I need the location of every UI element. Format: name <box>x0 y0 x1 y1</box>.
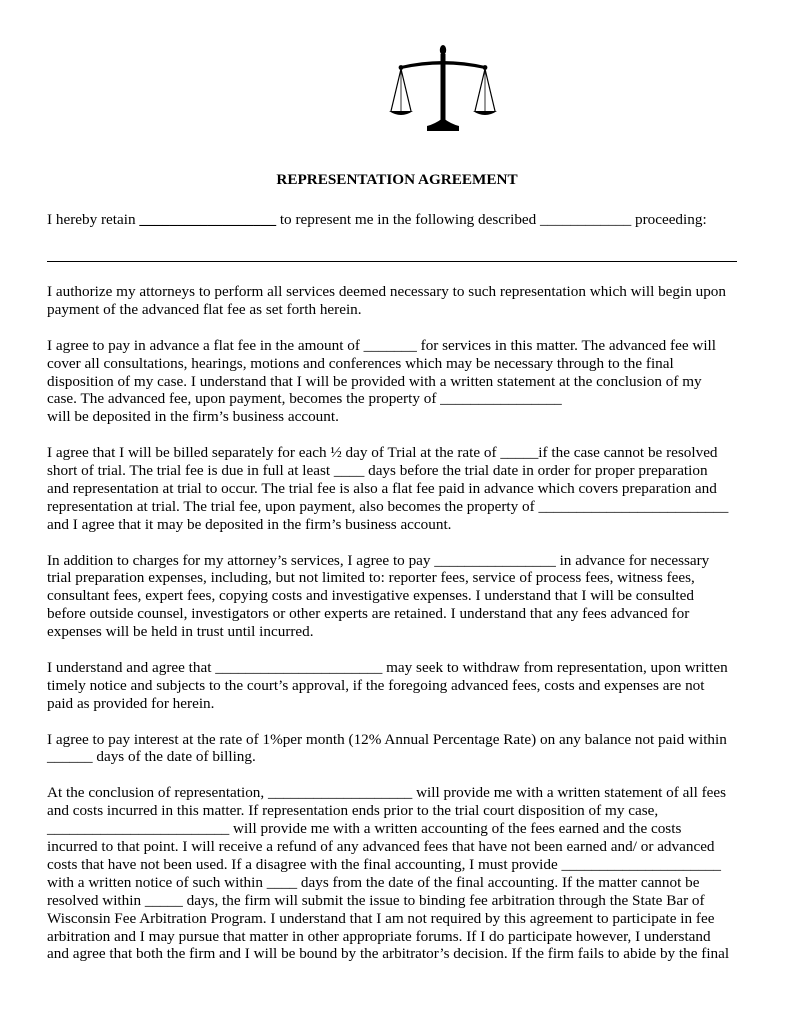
text-line: and representation at trial to occur. The trial fee is also a flat fee paid in advance which covers preparation and <box>47 479 717 497</box>
attorney-name-blank: __________________ <box>139 211 277 228</box>
text-line: Wisconsin Fee Arbitration Program. I understand that I am not required by this agreement to participate in fee <box>47 909 715 927</box>
text-line: expenses will be held in trust until incurred. <box>47 623 314 641</box>
retain-text-end: to represent me in the following described ____________ proceeding: <box>276 211 707 228</box>
paragraph-trial-fee <box>47 444 747 534</box>
text-line: trial preparation expenses, including, but not limited to: reporter fees, service of process fees, witness fees, <box>47 569 695 587</box>
text-line: incurred to that point. I will receive a refund of any advanced fees that have not been earned and/ or advanced <box>47 838 715 855</box>
paragraph-authorization <box>47 283 747 319</box>
text-line: disposition of my case. I understand that I will be provided with a written statement at the conclusion of my <box>47 372 702 390</box>
text-line: with a written notice of such within ____ days from the date of the final accounting. If the matter cannot be <box>47 873 700 891</box>
text-line: I agree to pay in advance a flat fee in the amount of _______ for services in this matter. The advanced fee will <box>47 336 716 354</box>
text-line: will be deposited in the firm’s business account. <box>47 408 339 426</box>
text-line: I understand and agree that ______________________ may seek to withdraw from representation, upon written <box>47 658 728 676</box>
document-title: REPRESENTATION AGREEMENT <box>276 171 518 188</box>
text-line: short of trial. The trial fee is due in full at least ____ days before the trial date in order for proper preparation <box>47 462 708 480</box>
text-line: resolved within _____ days, the firm will submit the issue to binding fee arbitration through the State Bar of <box>47 891 705 909</box>
paragraph-withdrawal <box>47 659 747 713</box>
retain-line <box>47 211 747 229</box>
text-line: ______ days of the date of billing. <box>47 748 256 766</box>
paragraph-conclusion <box>47 784 747 963</box>
text-line: and I agree that it may be deposited in the firm’s business account. <box>47 515 452 533</box>
text-line: I agree that I will be billed separately for each ½ day of Trial at the rate of _____if the case cannot be resolved <box>47 444 718 462</box>
text-line: At the conclusion of representation, ___________________ will provide me with a written statement of all fees <box>47 784 727 802</box>
text-line: cover all consultations, hearings, motions and conferences which may be necessary through to the final <box>47 354 674 372</box>
paragraph-expenses <box>47 552 747 642</box>
text-line: and agree that both the firm and I will be bound by the arbitrator’s decision. If the firm fails to abide by the final <box>47 945 730 963</box>
text-line: timely notice and subjects to the court’s approval, if the foregoing advanced fees, costs and expenses are not <box>47 676 705 694</box>
retain-text-start: I hereby retain <box>47 211 140 228</box>
paragraph-flat-fee <box>47 337 747 427</box>
text-line: case. The advanced fee, upon payment, becomes the property of ________________ <box>47 390 562 408</box>
text-line: I agree to pay interest at the rate of 1%per month (12% Annual Percentage Rate) on any balance not paid within <box>47 730 727 748</box>
text-line: In addition to charges for my attorney’s services, I agree to pay ________________ in advance for necessary <box>47 551 710 569</box>
text-line: payment of the advanced flat fee as set forth herein. <box>47 300 362 318</box>
paragraph-interest <box>47 731 747 767</box>
text-line: costs that have not been used. If a disagree with the final accounting, I must provide _____________________ <box>47 855 722 873</box>
text-line: I authorize my attorneys to perform all services deemed necessary to such representation which will begin upon <box>47 283 726 300</box>
text-line: paid as provided for herein. <box>47 694 215 712</box>
text-line: before outside counsel, investigators or other experts are retained. I understand that any fees advanced for <box>47 605 690 623</box>
text-line: ________________________ will provide me with a written accounting of the fees earned and the costs <box>47 820 682 838</box>
scales-of-justice-icon <box>387 44 499 134</box>
agreement-body <box>47 283 747 981</box>
text-line: and costs incurred in this matter. If representation ends prior to the trial court disposition of my case, <box>47 802 659 820</box>
text-line: consultant fees, expert fees, copying costs and investigative expenses. I understand that I will be consulted <box>47 587 694 605</box>
text-line: arbitration and I may pursue that matter in other appropriate forums. If I do participate however, I understand <box>47 927 711 945</box>
proceeding-description-line <box>47 261 737 262</box>
text-line: representation at trial. The trial fee, upon payment, also becomes the property of _________________________ <box>47 497 729 515</box>
